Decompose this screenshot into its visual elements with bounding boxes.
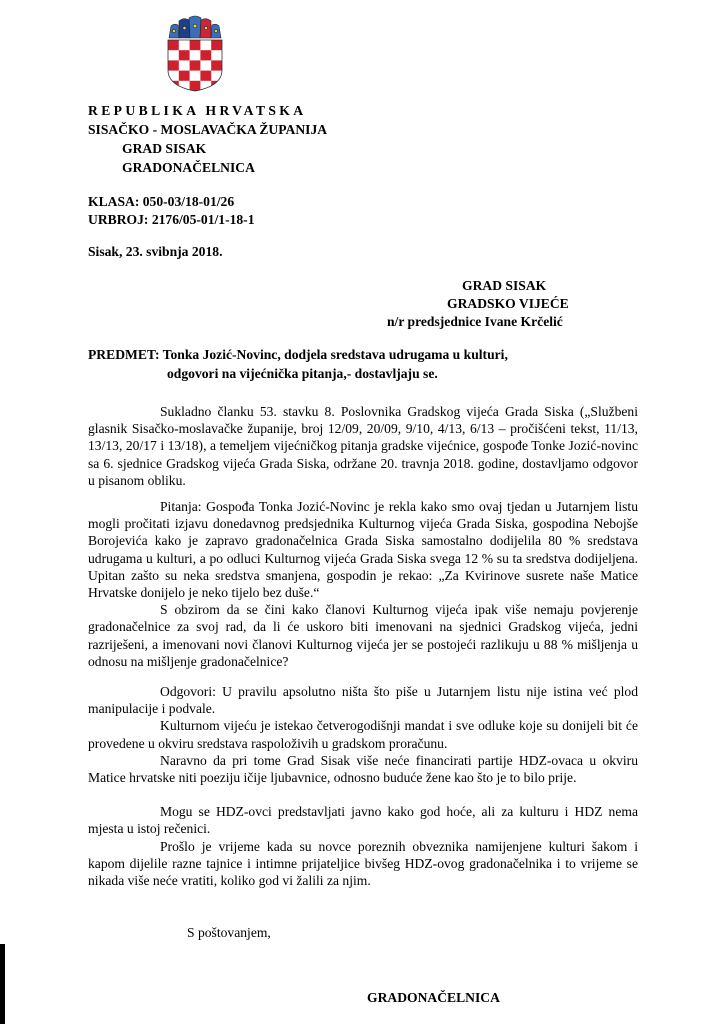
body-answers <box>88 683 638 889</box>
paragraph-intro: Sukladno članku 53. stavku 8. Poslovnika Gradskog vijeća Grada Siska („Službeni glasnik Sisačko-moslavačke županije, broj 12/09, 20/09, 9/10, 4/13, 6/13 – pročišćeni tekst, 11/13, 13/13, 20/17 i 13/18), a temeljem vijećničkog pitanja gradske vijećnice, gospođe Tonke Jozić-novinc sa 6. sjednice Gradskog vijeća Grada Siska, održane 20. travnja 2018. godine, dostavljamo odgovor u pisanom obliku. <box>88 404 638 488</box>
subject-label: PREDMET: <box>88 347 160 362</box>
recipient-city: GRAD SISAK <box>462 278 547 293</box>
paragraph-answer-1: Odgovori: U pravilu apsolutno ništa što piše u Jutarnjem listu nije istina već plod manipulacije i podvale. <box>88 684 638 717</box>
header-city: GRAD SISAK <box>122 141 207 156</box>
date-line: Sisak, 23. svibnja 2018. <box>88 244 223 259</box>
recipient-council: GRADSKO VIJEĆE <box>447 296 569 311</box>
paragraph-question-1: Pitanja: Gospođa Tonka Jozić-Novinc je rekla kako smo ovaj tjedan u Jutarnjem listu mogli pročitati izjavu donedavnog predsjednika Kulturnog vijeća Grada Siska, gospodina Nebojše Borojevića kako je zapravo gradonačelnica Grada Siska samostalno dodijelila 80 % sredstava udrugama u kulturi, a po odluci Kulturnog vijeća Grada Siska svega 12 % su ta sredstva dodijeljena. Upitan zašto su neka sredstva smanjena, gospodin je rekao: „Za Kvirinove susrete naše Matice Hrvatske donijelo je neko tijelo bez duše.“ <box>88 499 638 601</box>
body-question <box>88 498 638 670</box>
subject-line2: odgovori na vijećnička pitanja,- dostavljaju se. <box>167 366 438 381</box>
paragraph-question-2: S obzirom da se čini kako članovi Kulturnog vijeća ipak više nemaju povjerenje gradonačelnice za svoj rad, da li će uskoro biti imenovani na sjednici Gradskog vijeća, jedni razriješeni, a imenovani novi članovi Kulturnog vijeća jer se postojeći razlikuju u 88 % mišljenja u odnosu na mišljenje gradonačelnice? <box>88 602 638 669</box>
subject-line1 <box>88 345 508 364</box>
header-mayor: GRADONAČELNICA <box>122 160 255 175</box>
croatian-coat-of-arms <box>166 14 224 92</box>
subject-text-1: Tonka Jozić-Novinc, dodjela sredstava udrugama u kulturi, <box>162 347 508 362</box>
body-intro <box>88 403 638 489</box>
paragraph-answer-5: Prošlo je vrijeme kada su novce poreznih obveznika namijenjene kulturi šakom i kapom dijelile razne tajnice i intimne prijateljice bivšeg HDZ-ovog gradonačelnika i to vrijeme se nikada više neće vratiti, koliko god vi žalili za njim. <box>88 838 638 889</box>
urbroj: URBROJ: 2176/05-01/1-18-1 <box>88 212 255 227</box>
paragraph-answer-3: Naravno da pri tome Grad Sisak više neće financirati partije HDZ-ovaca u okviru Matice hrvatske niti poeziju ičije ljubavnice, odnosno buduće žene kao što je to bilo prije. <box>88 752 638 786</box>
signature-title: GRADONAČELNICA <box>367 990 500 1005</box>
paragraph-answer-2: Kulturnom vijeću je istekao četverogodišnji mandat i sve odluke koje su donijeli bit će provedene u okviru sredstava raspoloživih u gradskom proračunu. <box>88 718 638 751</box>
scan-edge-bar <box>0 944 5 1024</box>
klasa: KLASA: 050-03/18-01/26 <box>88 194 235 209</box>
header-county: SISAČKO - MOSLAVAČKA ŽUPANIJA <box>88 122 328 137</box>
header-republic: REPUBLIKA HRVATSKA <box>88 103 307 118</box>
recipient-attention: n/r predsjednice Ivane Krčelić <box>387 314 563 329</box>
closing-greeting: S poštovanjem, <box>187 925 271 940</box>
paragraph-answer-4: Mogu se HDZ-ovci predstavljati javno kako god hoće, ali za kulturu i HDZ nema mjesta u istoj rečenici. <box>88 804 638 837</box>
